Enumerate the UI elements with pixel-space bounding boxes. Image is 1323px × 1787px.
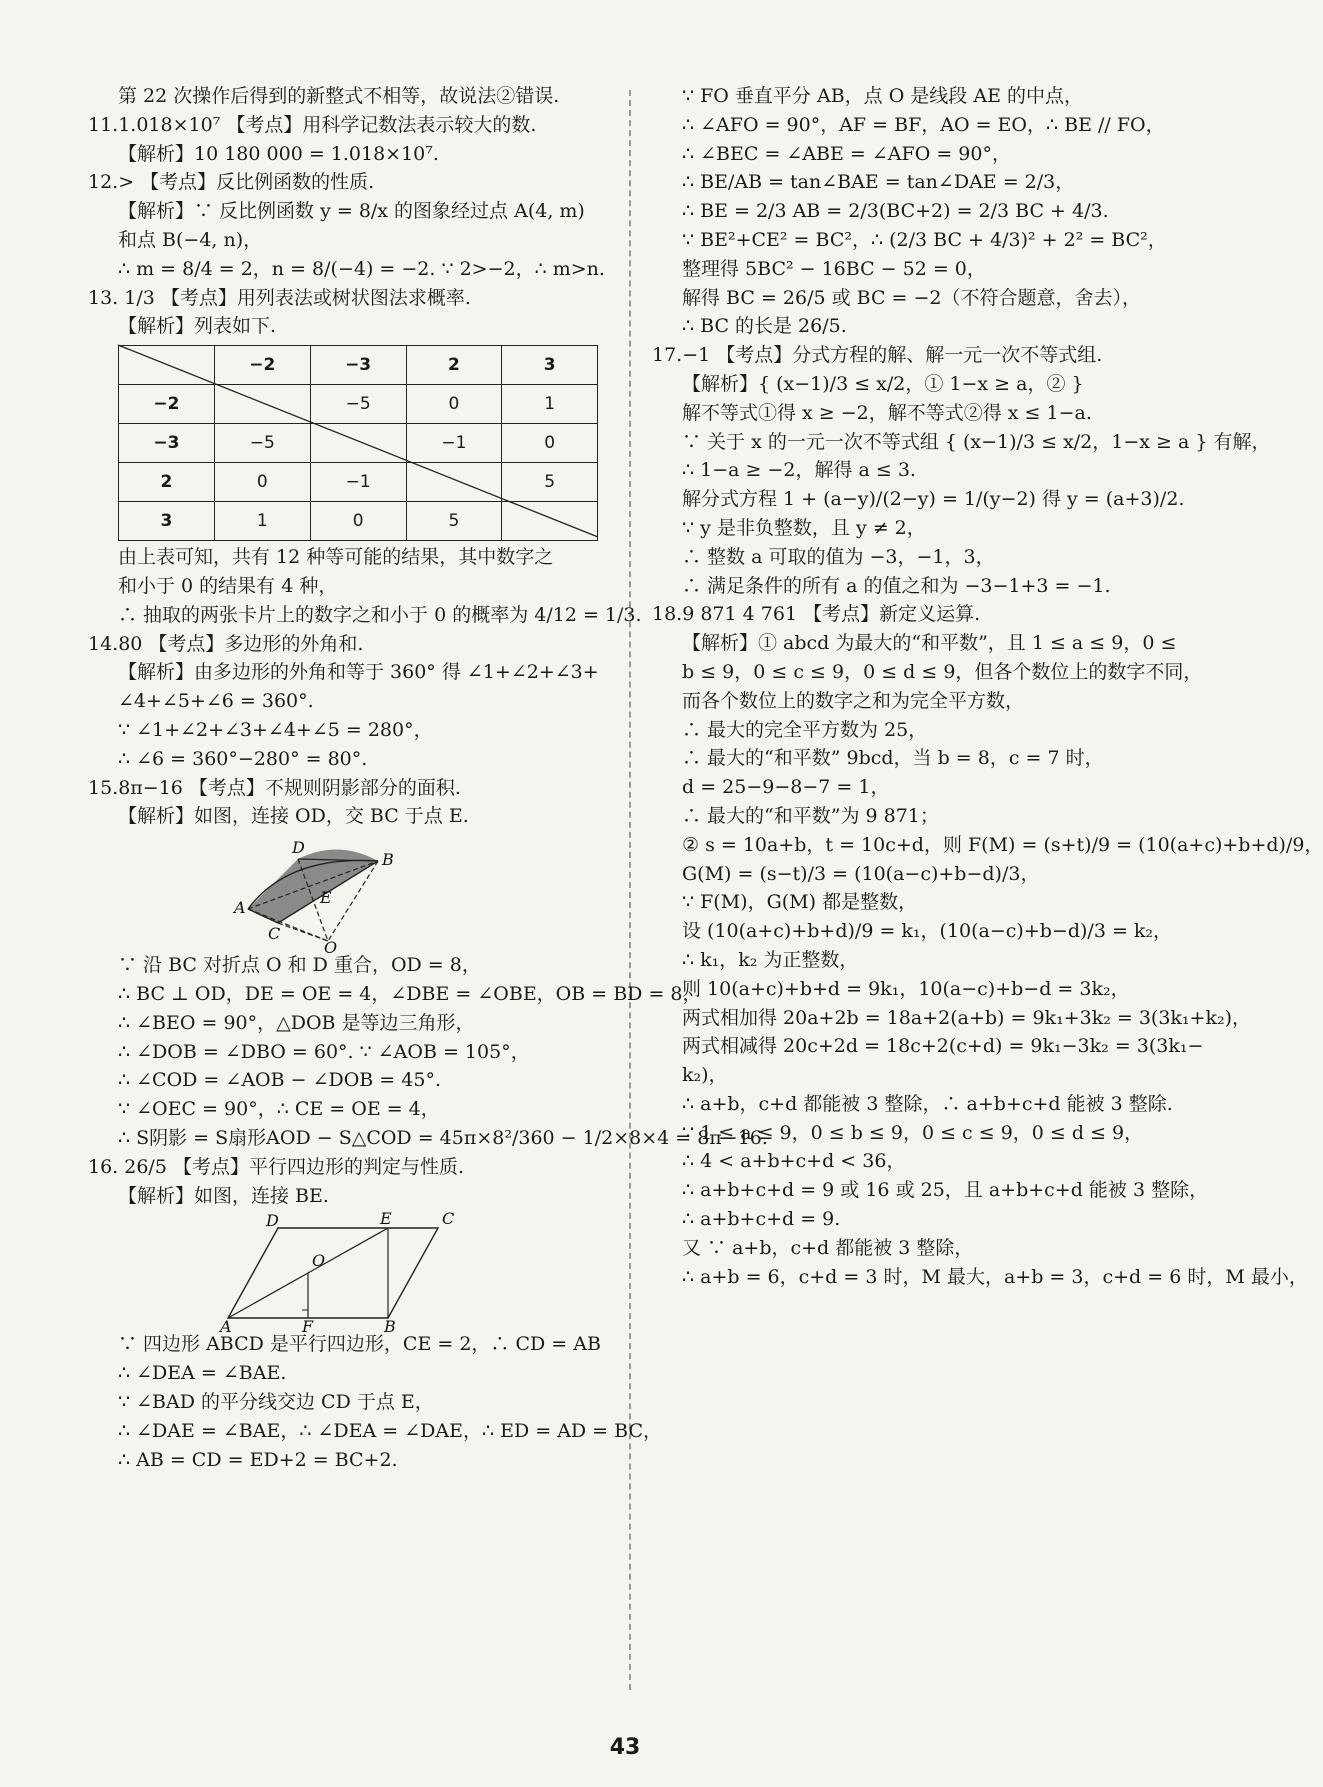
table-cell: 5: [406, 502, 502, 541]
table-header-cell: 3: [502, 346, 598, 385]
text-line: ∠4+∠5+∠6 = 360°.: [118, 690, 314, 713]
text-line: 两式相加得 20a+2b = 18a+2(a+b) = 9k₁+3k₂ = 3(3k₁+k₂)，: [682, 1006, 1251, 1029]
table-cell: 0: [310, 502, 406, 541]
text-line: ∴ BE/AB = tan∠BAE = tan∠DAE = 2/3，: [682, 171, 1075, 194]
text-line: 【解析】∵ 反比例函数 y = 8/x 的图象经过点 A(4, m): [118, 200, 585, 223]
text-line: ∴ ∠BEC = ∠ABE = ∠AFO = 90°，: [682, 142, 1011, 165]
text-line: 【解析】{ (x−1)/3 ≤ x/2，① 1−x ≥ a，② }: [682, 372, 1084, 395]
right-column: [652, 82, 1323, 1291]
text-line: 12.> 【考点】反比例函数的性质.: [88, 171, 375, 194]
text-line: ∵ ∠1+∠2+∠3+∠4+∠5 = 280°，: [118, 718, 433, 741]
table-header-cell: −2: [214, 346, 310, 385]
table-cell: −2: [119, 385, 215, 424]
figure-point-label: B: [384, 1317, 396, 1337]
text-line: ∴ 整数 a 可取的值为 −3，−1，3，: [682, 545, 995, 568]
table-cell: 3: [119, 502, 215, 541]
figure-point-label: B: [382, 850, 394, 870]
text-line: ∴ ∠DAE = ∠BAE，∴ ∠DEA = ∠DAE，∴ ED = AD = BC，: [118, 1419, 662, 1442]
text-line: ∴ 1−a ≥ −2，解得 a ≤ 3.: [682, 459, 916, 482]
text-line: 16. 26/5 【考点】平行四边形的判定与性质.: [88, 1155, 465, 1178]
table-cell: 0: [406, 385, 502, 424]
text-line: 13. 1/3 【考点】用列表法或树状图法求概率.: [88, 286, 471, 309]
text-line: ∴ a+b+c+d = 9.: [682, 1208, 841, 1231]
table-cell: −3: [119, 424, 215, 463]
figure-point-label: D: [292, 838, 305, 858]
table-cell: 2: [119, 463, 215, 502]
text-line: ∴ m = 8/4 = 2，n = 8/(−4) = −2. ∵ 2>−2，∴ m>n.: [118, 257, 605, 280]
table-header-cell: 2: [406, 346, 502, 385]
text-line: 整理得 5BC² − 16BC − 52 = 0，: [682, 257, 986, 280]
text-line: ∴ a+b+c+d = 9 或 16 或 25，且 a+b+c+d 能被 3 整除，: [682, 1179, 1209, 1202]
text-line: ∴ ∠DEA = ∠BAE.: [118, 1362, 287, 1385]
text-line: 解分式方程 1 + (a−y)/(2−y) = 1/(y−2) 得 y = (a+3)/2.: [682, 488, 1185, 511]
table-cell: −1: [406, 424, 502, 463]
table-diagonal-line: [118, 345, 598, 537]
text-line: 18.9 871 4 761 【考点】新定义运算.: [652, 603, 981, 626]
table-cell: −1: [310, 463, 406, 502]
text-line: ∴ 4 < a+b+c+d < 36，: [682, 1150, 906, 1173]
text-line: ∴ AB = CD = ED+2 = BC+2.: [118, 1448, 398, 1471]
text-line: 【解析】① abcd 为最大的“和平数”，且 1 ≤ a ≤ 9，0 ≤: [682, 632, 1177, 655]
text-line: G(M) = (s−t)/3 = (10(a−c)+b−d)/3，: [682, 862, 1040, 885]
text-line: ∴ a+b，c+d 都能被 3 整除，∴ a+b+c+d 能被 3 整除.: [682, 1092, 1173, 1115]
column-divider: [629, 90, 631, 1690]
table-cell: −5: [310, 385, 406, 424]
figure-point-label: F: [302, 1317, 314, 1337]
text-line: ∴ 最大的完全平方数为 25，: [682, 718, 928, 741]
text-line: 【解析】由多边形的外角和等于 360° 得 ∠1+∠2+∠3+: [118, 661, 599, 684]
text-line: ∴ BC 的长是 26/5.: [682, 315, 847, 338]
table-header-cell: −3: [310, 346, 406, 385]
text-line: ∵ FO 垂直平分 AB，点 O 是线段 AE 的中点，: [682, 85, 1083, 107]
text-line: 和小于 0 的结果有 4 种，: [118, 574, 338, 597]
text-line: ∴ ∠DOB = ∠DBO = 60°. ∵ ∠AOB = 105°，: [118, 1040, 530, 1063]
text-line: b ≤ 9，0 ≤ c ≤ 9，0 ≤ d ≤ 9，但各个数位上的数字不同，: [682, 660, 1203, 683]
text-line: ∵ 四边形 ABCD 是平行四边形，CE = 2，∴ CD = AB: [118, 1333, 601, 1356]
text-line: ∴ 最大的“和平数”为 9 871；: [682, 804, 939, 827]
text-line: 【解析】如图，连接 OD，交 BC 于点 E.: [118, 805, 469, 828]
text-line: 【解析】列表如下.: [118, 315, 277, 338]
figure-15: [88, 831, 618, 958]
figure-point-label: E: [380, 1209, 392, 1229]
table-cell: 0: [214, 463, 310, 502]
text-line: 又 ∵ a+b，c+d 都能被 3 整除，: [682, 1236, 974, 1259]
text-line: 解得 BC = 26/5 或 BC = −2（不符合题意，舍去），: [682, 286, 1141, 309]
figure-point-label: A: [234, 898, 246, 918]
text-line: ∵ F(M)，G(M) 都是整数，: [682, 891, 918, 914]
text-line: 由上表可知，共有 12 种等可能的结果，其中数字之: [118, 546, 554, 569]
text-line: ∴ k₁，k₂ 为正整数，: [682, 948, 859, 971]
text-line: ∴ a+b = 6，c+d = 3 时，M 最大，a+b = 3，c+d = 6 时，M 最小，: [682, 1265, 1308, 1288]
figure-point-label: C: [442, 1209, 455, 1229]
text-line: ∴ ∠6 = 360°−280° = 80°.: [118, 747, 368, 770]
table-cell: 1: [502, 385, 598, 424]
text-line: ∵ y 是非负整数，且 y ≠ 2，: [682, 516, 926, 539]
table-cell: −5: [214, 424, 310, 463]
text-line: ∴ S阴影 = S扇形AOD − S△COD = 45π×8²/360 − 1/2×8×4 = 8π−16.: [118, 1126, 768, 1149]
figure-point-label: C: [268, 924, 281, 944]
text-line: 【解析】10 180 000 = 1.018×10⁷.: [118, 142, 439, 165]
text-line: 设 (10(a+c)+b+d)/9 = k₁，(10(a−c)+b−d)/3 = k₂，: [682, 920, 1173, 943]
text-line: 第 22 次操作后得到的新整式不相等，故说法②错误.: [118, 85, 560, 107]
text-line: 两式相减得 20c+2d = 18c+2(c+d) = 9k₁−3k₂ = 3(3k₁−: [682, 1035, 1204, 1058]
table-cell: 1: [214, 502, 310, 541]
text-line: k₂)，: [682, 1064, 728, 1087]
text-line: 11.1.018×10⁷ 【考点】用科学记数法表示较大的数.: [88, 113, 537, 136]
text-line: ∵ BE²+CE² = BC²，∴ (2/3 BC + 4/3)² + 2² = BC²，: [682, 228, 1167, 251]
figure-16: [88, 1209, 618, 1337]
text-line: 和点 B(−4, n)，: [118, 228, 263, 251]
table-cell: 0: [502, 424, 598, 463]
table-cell: 5: [502, 463, 598, 502]
text-line: 而各个数位上的数字之和为完全平方数，: [682, 689, 1025, 712]
text-line: ∴ BE = 2/3 AB = 2/3(BC+2) = 2/3 BC + 4/3.: [682, 200, 1109, 223]
text-line: 17.−1 【考点】分式方程的解、解一元一次不等式组.: [652, 344, 1103, 367]
figure-point-label: D: [266, 1211, 279, 1231]
text-line: ∴ ∠COD = ∠AOB − ∠DOB = 45°.: [118, 1069, 441, 1092]
text-line: ② s = 10a+b，t = 10c+d，则 F(M) = (s+t)/9 = (10(a+c)+b+d)/9，: [682, 833, 1323, 856]
text-line: ∴ 满足条件的所有 a 的值之和为 −3−1+3 = −1.: [682, 574, 1111, 597]
text-line: ∴ ∠AFO = 90°，AF = BF，AO = EO，∴ BE // FO，: [682, 113, 1165, 136]
figure-16-svg: [88, 1209, 618, 1337]
text-line: ∴ 抽取的两张卡片上的数字之和小于 0 的概率为 4/12 = 1/3.: [118, 603, 642, 626]
text-line: ∴ ∠BEO = 90°，△DOB 是等边三角形，: [118, 1011, 475, 1034]
text-line: ∵ ∠OEC = 90°，∴ CE = OE = 4，: [118, 1098, 440, 1121]
text-line: 【解析】如图，连接 BE.: [118, 1184, 329, 1207]
figure-point-label: E: [320, 888, 332, 908]
figure-point-label: O: [324, 938, 338, 958]
text-line: ∵ ∠BAD 的平分线交边 CD 于点 E，: [118, 1390, 434, 1413]
text-line: 15.8π−16 【考点】不规则阴影部分的面积.: [88, 776, 461, 799]
text-line: ∵ 关于 x 的一元一次不等式组 { (x−1)/3 ≤ x/2，1−x ≥ a } 有解，: [682, 430, 1271, 453]
text-line: d = 25−9−8−7 = 1，: [682, 776, 890, 799]
figure-point-label: A: [220, 1317, 232, 1337]
text-line: 解不等式①得 x ≥ −2，解不等式②得 x ≤ 1−a.: [682, 401, 1092, 424]
text-line: ∵ 沿 BC 对折点 O 和 D 重合，OD = 8，: [118, 954, 481, 977]
probability-table: [118, 345, 598, 537]
figure-15-svg: [88, 831, 618, 958]
text-line: ∵ 1 ≤ a ≤ 9，0 ≤ b ≤ 9，0 ≤ c ≤ 9，0 ≤ d ≤ 9，: [682, 1121, 1144, 1144]
figure-point-label: O: [312, 1251, 326, 1271]
text-line: ∴ 最大的“和平数” 9bcd，当 b = 8，c = 7 时，: [682, 747, 1104, 770]
page-number: 43: [609, 1735, 641, 1760]
text-line: 则 10(a+c)+b+d = 9k₁，10(a−c)+b−d = 3k₂，: [682, 977, 1130, 1000]
text-line: 14.80 【考点】多边形的外角和.: [88, 632, 364, 655]
text-line: ∴ BC ⊥ OD，DE = OE = 4，∠DBE = ∠OBE，OB = BD = 8，: [118, 982, 702, 1005]
